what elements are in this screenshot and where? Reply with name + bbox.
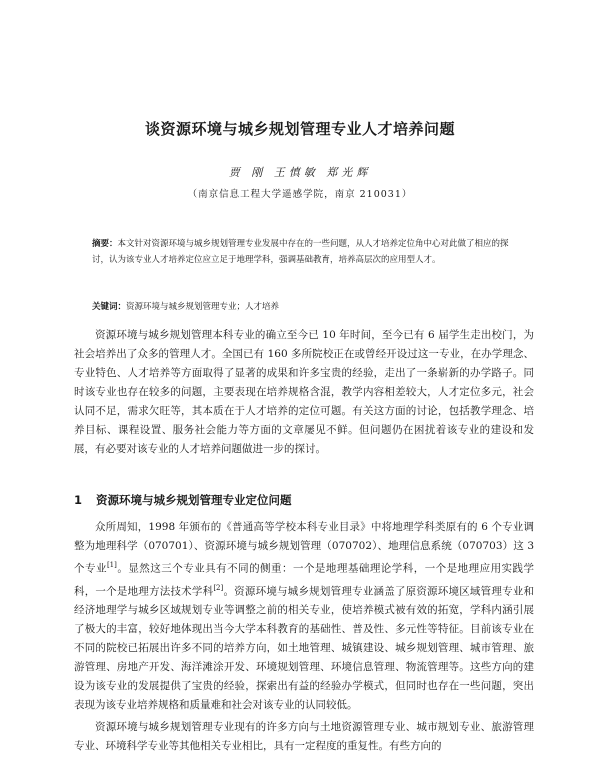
keywords-label: 关键词：	[92, 302, 127, 312]
para2-part-b: 。显然这三个专业具有不同的侧重：一个是地理基础理论学科，一个是地理应用实践学科，一个是地理方法技术学科	[74, 562, 535, 597]
para2-part-c: 。资源环境与城乡规划管理专业涵盖了原资源环境区域管理专业和经济地理学与城乡区域规划专业等调整之前的相关专业，使培养模式被有效的拓宽，学科内涵引展了极大的丰富，较好地体现出当今大学本科教育的基础性、普及性、多元性等特征。目前该专业在不同的院校已拓展出许多不同的培养方向，如土地管理、城镇建设、城乡规划管理、城市管理、旅游管理、房地产开发、海洋滩涂开发、环境规划管理、环境信息管理、物流管理等。这些方向的建设为该专业的发展提供了宝贵的经验，探索出有益的经验办学模式，但同时也存在一些问题，突出表现为该专业培养规格和质量难和社会对该专业的认同较低。	[74, 585, 535, 711]
section-paragraph-2: 资源环境与城乡规划管理专业现有的许多方向与土地资源管理专业、城市规划专业、旅游管理专业、环境科学专业等其他相关专业相比，具有一定程度的重复性。有些方向的	[74, 721, 534, 752]
citation-1: [1]	[106, 561, 117, 569]
keywords-text: 资源环境与城乡规划管理专业；人才培养	[126, 302, 280, 312]
section-paragraph-1	[74, 518, 534, 715]
citation-2: [2]	[213, 583, 224, 592]
intro-paragraph: 资源环境与城乡规划管理本科专业的确立至今已 10 年时间，至今已有 6 届学生走出校门，为社会培养出了众多的管理人才。全国已有 160 多所院校正在或曾经开设过这一专业，在办学理念、专业特色、人才培养等方面取得了显著的成果和许多宝贵的经验，走出了一条崭新的办学路子。同时该专业也存在较多的问题，主要表现在培养规格含混，教学内容相差较大，人才定位多元，社会认同不足，需求欠旺等，其本质在于人才培养的定位可题。有关这方面的讨论，包括教学理念、培养目标、课程设置、服务社会能力等方面的文章屡见不鲜。但问题仍在困扰着该专业的建设和发展，有必要对该专业的人才培养问题做进一步的探讨。	[74, 329, 534, 455]
section-title: 资源环境与城乡规划管理专业定位问题	[96, 493, 292, 507]
abstract-text: 本文针对资源环境与城乡规划管理专业发展中存在的一些问题，从人才培养定位角中心对此做了相应的探讨，认为该专业人才培养定位应立足于地理学科，强调基础教育，培养高层次的应用型人才。	[92, 239, 509, 265]
keywords	[92, 300, 516, 314]
para2-part-a: 众所周知，1998 年颁布的《普通高等学校本科专业目录》中将地理学科类原有的 6 个专业调整为地理科学（070701）、资源环境与城乡规划管理（070702）、地理信息系统（070703）这 3 个专业	[74, 521, 534, 575]
section-number: 1	[74, 493, 83, 507]
paper-affiliation: （南京信息工程大学遥感学院，南京 210031）	[187, 189, 413, 200]
paper-authors: 贾 刚 王慎敏 郑光辉	[228, 166, 372, 179]
abstract	[92, 236, 516, 268]
abstract-label: 摘要：	[92, 239, 118, 249]
section-heading	[74, 492, 292, 508]
paper-title: 谈资源环境与城乡规划管理专业人才培养问题	[144, 120, 455, 138]
